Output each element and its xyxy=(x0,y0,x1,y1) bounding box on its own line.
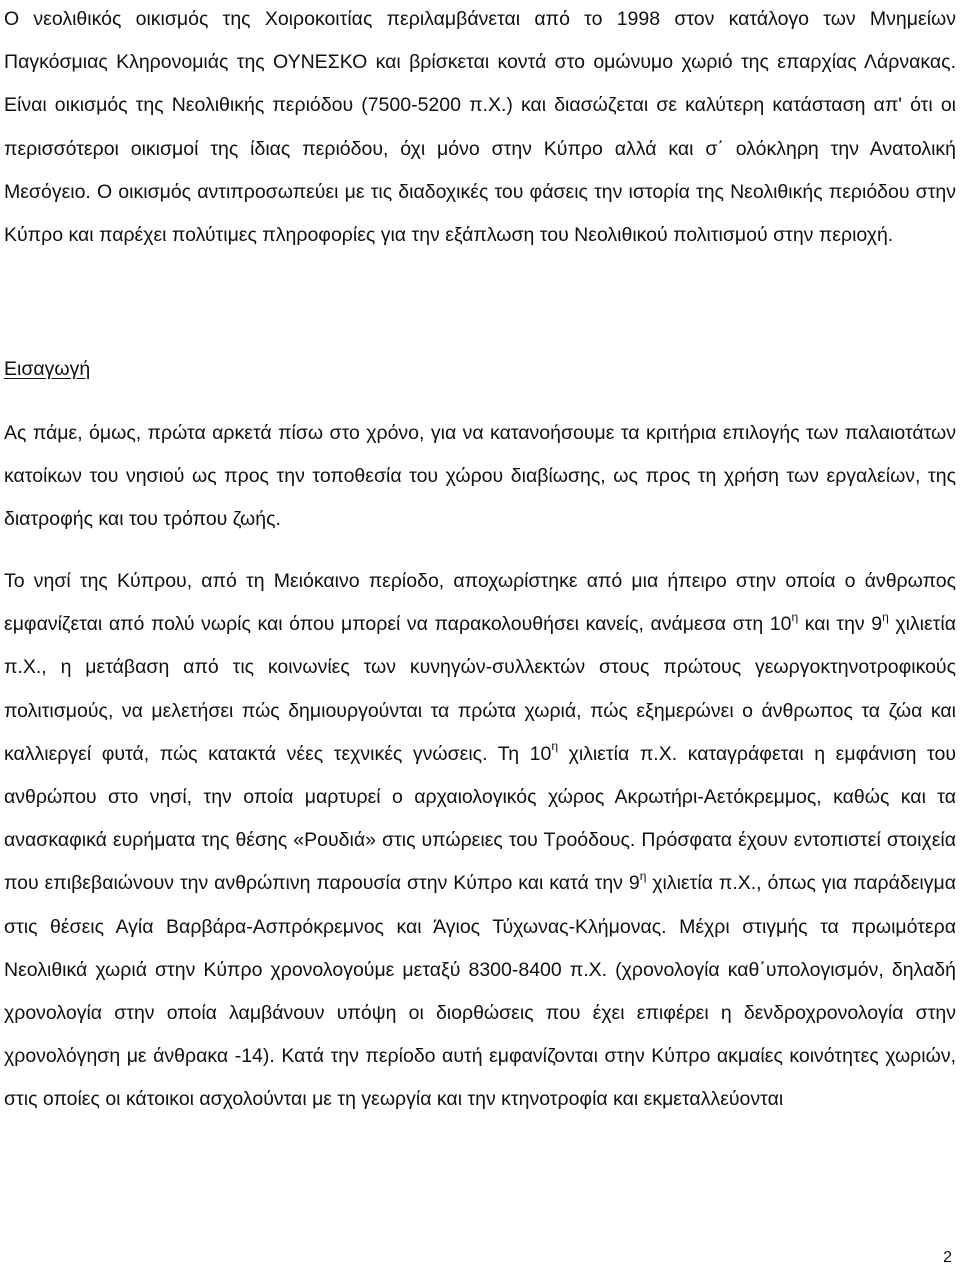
superscript-eta: η xyxy=(882,609,889,624)
body-text-segment: και την 9 xyxy=(798,613,883,636)
body-text-segment: χιλιετία π.Χ. καταγράφεται η εμφάνιση του ανθρώπου στο νησί, την οποία μαρτυρεί ο αρχαιολογικός χώρος Ακρωτήρι-Αετόκρεμμος, καθώς και τα ανασκαφικά ευρήματα της θέσης «Ρουδιά» στις υπώρειες του Τροόδους. Πρόσφατα έχουν εντοπιστεί στοιχεία που επιβεβαιώνουν την ανθρώπινη παρουσία στην Κύπρο και κατά την 9 xyxy=(4,742,956,895)
page-number: 2 xyxy=(943,1249,952,1266)
document-page xyxy=(4,0,956,1281)
intro-paragraph: Ο νεολιθικός οικισμός της Χοιροκοιτίας περιλαμβάνεται από το 1998 στον κατάλογο των Μνημείων Παγκόσμιας Κληρονομιάς της ΟΥΝΕΣΚΟ και βρίσκεται κοντά στο ομώνυμο χωριό της επαρχίας Λάρνακας. Είναι οικισμός της Νεολιθικής περιόδου (7500-5200 π.Χ.) και διασώζεται σε καλύτερη κατάσταση απ' ότι οι περισσότεροι οικισμοί της ίδιας περιόδου, όχι μόνο στην Κύπρο αλλά και σ΄ ολόκληρη την Ανατολική Μεσόγειο. Ο οικισμός αντιπροσωπεύει με τις διαδοχικές του φάσεις την ιστορία της Νεολιθικής περιόδου στην Κύπρο και παρέχει πολύτιμες πληροφορίες για την εξάπλωση του Νεολιθικού πολιτισμού στην περιοχή. xyxy=(4,8,956,247)
body-paragraph xyxy=(4,560,956,1122)
body-text-segment: χιλιετία π.Χ., όπως για παράδειγμα στις θέσεις Αγία Βαρβάρα-Ασπρόκρεμνος και Άγιος Τύχωνας-Κλήμονας. Μέχρι στιγμής τα πρωιμότερα Νεολιθικά χωριά στην Κύπρο χρονολογούμε μεταξύ 8300-8400 π.Χ. (χρονολογία καθ΄υπολογισμόν, δηλαδή χρονολογία στην οποία λαμβάνουν υπόψη οι διορθώσεις που έχει επιφέρει η δενδροχρονολογία στην χρονολόγηση με άνθρακα -14). Κατά την περίοδο αυτή εμφανίζονται στην Κύπρο ακμαίες κοινότητες χωριών, στις οποίες οι κάτοικοι ασχολούνται με τη γεωργία και την κτηνοτροφία και εκμεταλλεύονται xyxy=(4,872,957,1111)
section-heading: Εισαγωγή xyxy=(4,358,91,380)
body-text-segment: χιλιετία π.Χ., η μετάβαση από τις κοινωνίες των κυνηγών-συλλεκτών στους πρώτους γεωργοκτηνοτροφικούς πολιτισμούς, να μελετήσει πώς δημιουργούνται τα πρώτα χωριά, πώς εξημερώνει ο άνθρωπος τα ζώα και καλλιεργεί φυτά, πώς κατακτά νέες τεχνικές γνώσεις. Τη 10 xyxy=(4,613,956,765)
superscript-eta: η xyxy=(639,868,647,883)
superscript-eta: η xyxy=(791,609,799,624)
section-paragraph: Ας πάμε, όμως, πρώτα αρκετά πίσω στο χρόνο, για να κατανοήσουμε τα κριτήρια επιλογής των παλαιοτάτων κατοίκων του νησιού ως προς την τοποθεσία του χώρου διαβίωσης, ως προς τη χρήση των εργαλείων, της διατροφής και του τρόπου ζωής. xyxy=(4,422,956,531)
body-text-segment: Το νησί της Κύπρου, από τη Μειόκαινο περίοδο, αποχωρίστηκε από μια ήπειρο στην οποία ο άνθρωπος εμφανίζεται από πολύ νωρίς και όπου μπορεί να παρακολουθήσει κανείς, ανάμεσα στη 10 xyxy=(4,570,956,636)
superscript-eta: η xyxy=(551,739,559,754)
